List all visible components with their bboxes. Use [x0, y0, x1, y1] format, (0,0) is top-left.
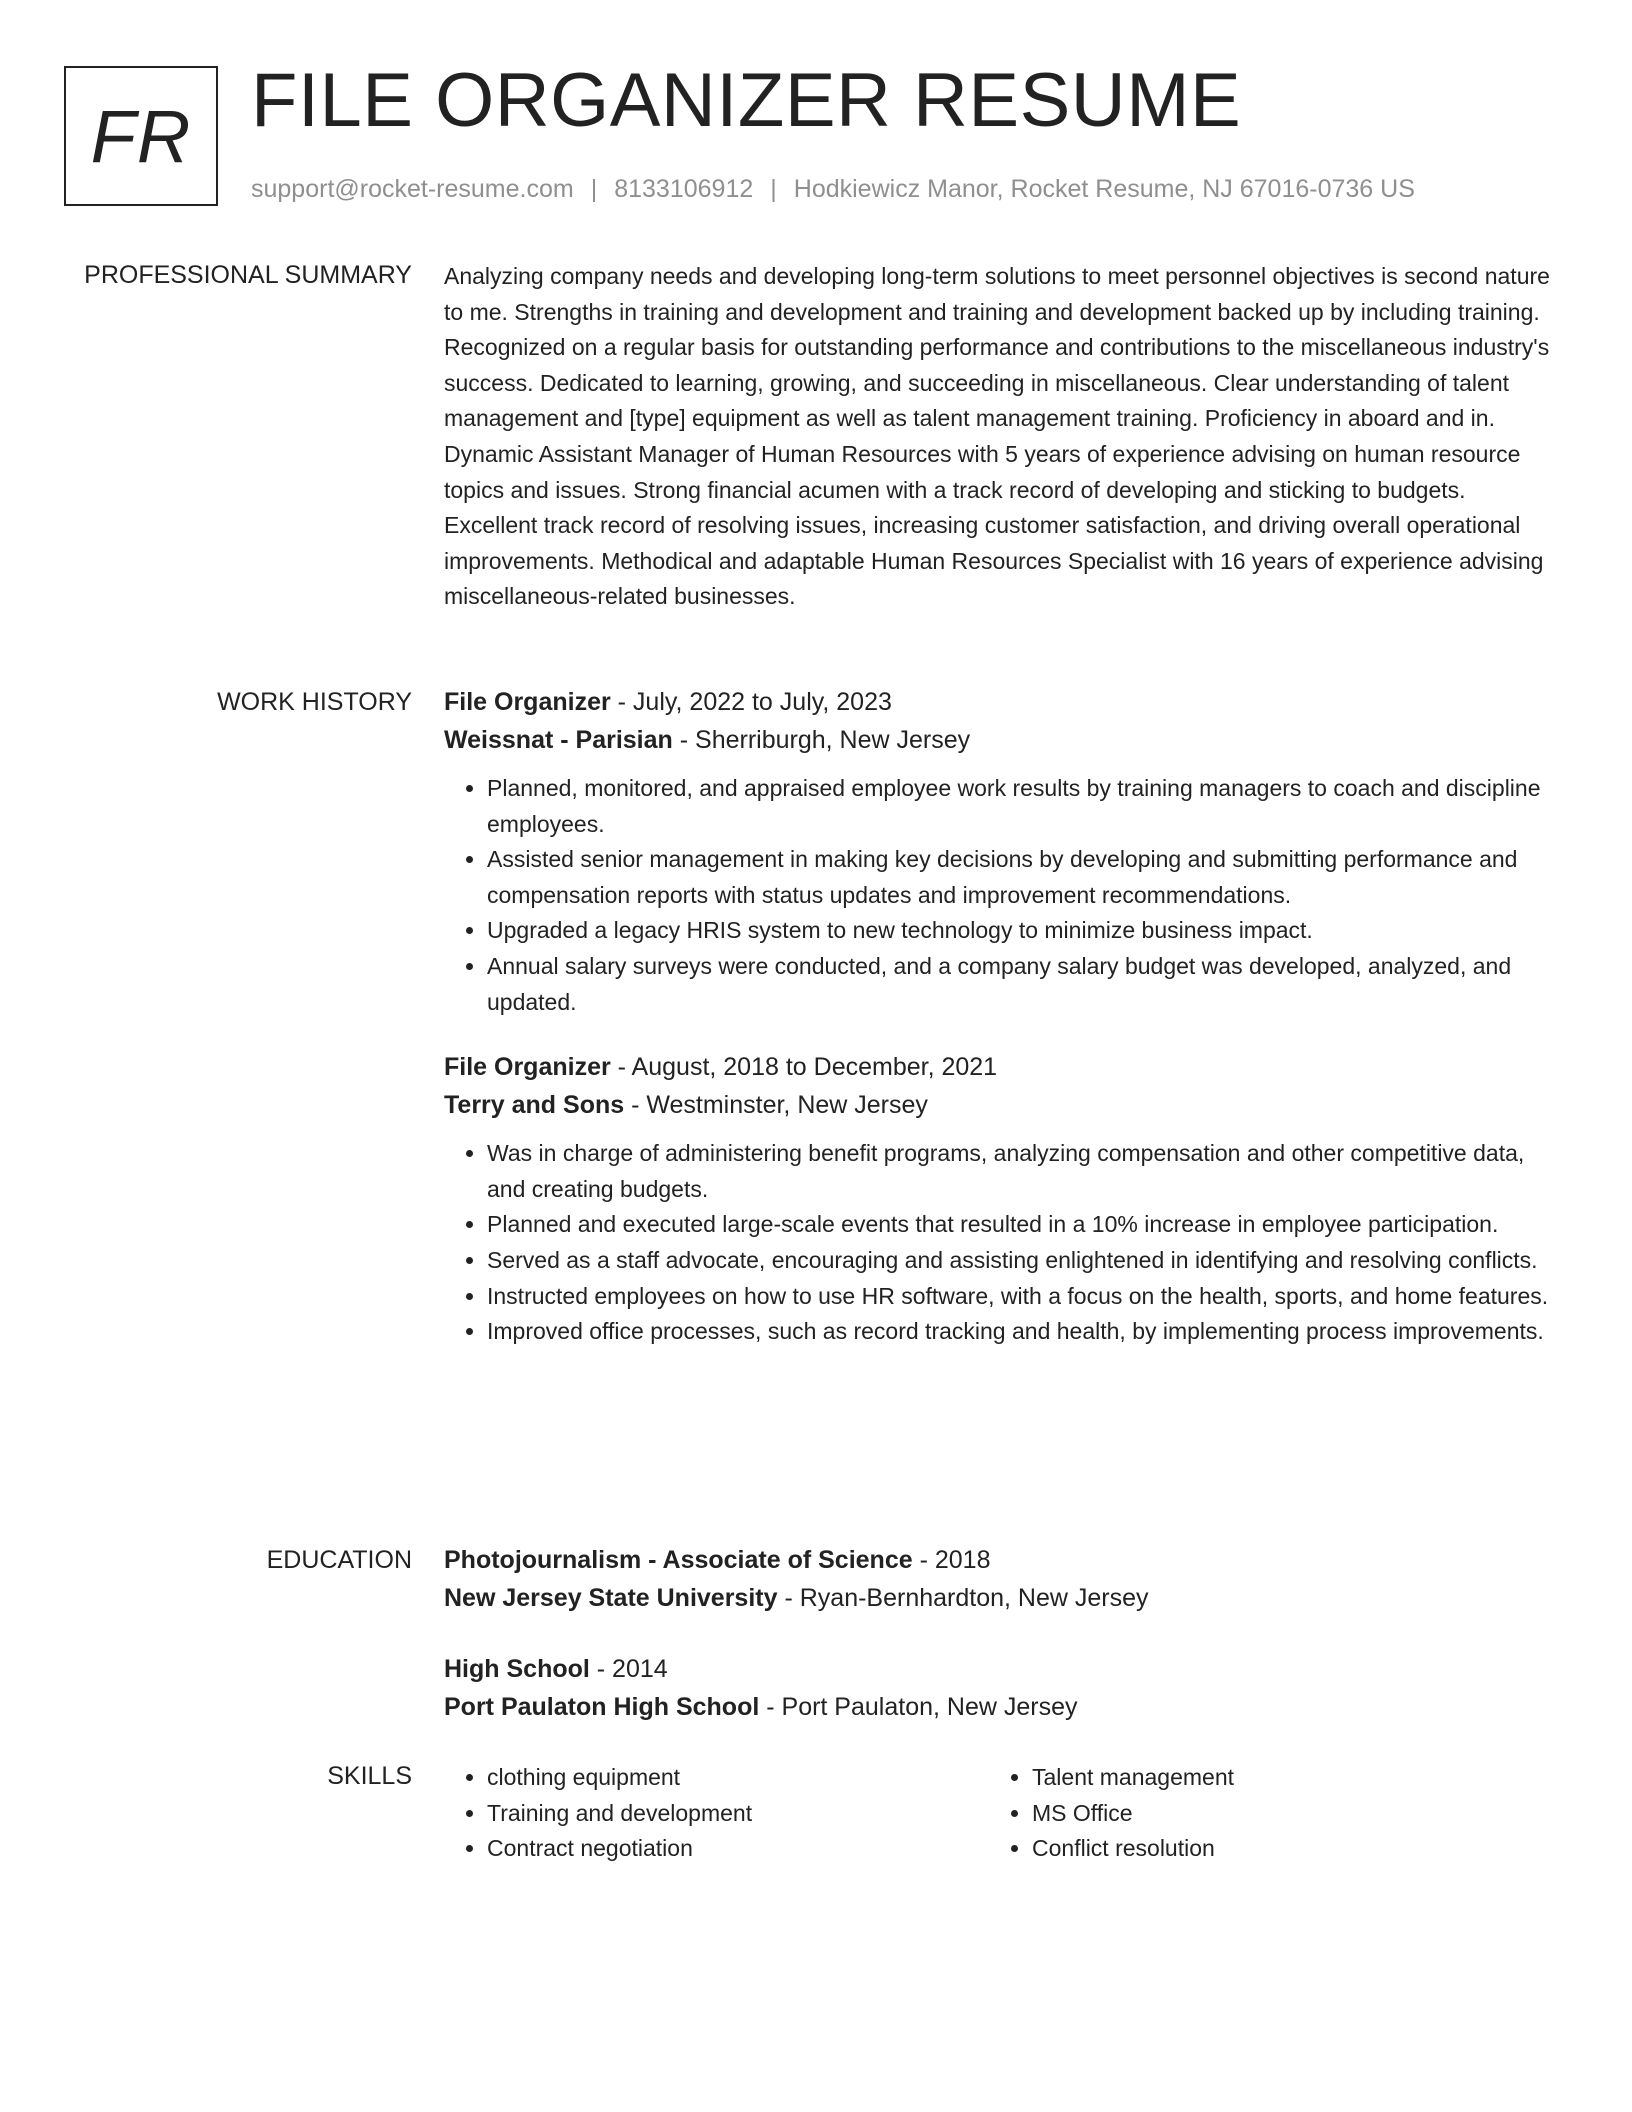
job-bullets — [444, 1136, 1560, 1350]
job-company-line — [444, 721, 1560, 759]
contact-email[interactable]: support@rocket-resume.com — [251, 175, 574, 203]
skill-item: • Talent management — [1032, 1760, 1534, 1796]
job-role: File Organizer — [444, 688, 611, 716]
job-company: Weissnat - Parisian — [444, 726, 673, 754]
bullet-item: • Planned, monitored, and appraised employee work results by training managers to coach and discipline employees. — [487, 771, 1560, 842]
job-title-line — [444, 1048, 1560, 1086]
contact-separator: | — [770, 175, 777, 203]
skills-list-left — [444, 1760, 989, 1867]
job-dates: - August, 2018 to December, 2021 — [610, 1053, 998, 1082]
job-company-line — [444, 1086, 1560, 1124]
job-dates: - July, 2022 to July, 2023 — [610, 688, 892, 716]
job-location: - Westminster, New Jersey — [624, 1091, 928, 1120]
job-entry — [444, 1048, 1560, 1350]
contact-address: Hodkiewicz Manor, Rocket Resume, NJ 67016-0736 US — [793, 175, 1415, 203]
skill-item: • clothing equipment — [487, 1760, 989, 1796]
section-title-summary: PROFESSIONAL SUMMARY — [84, 261, 412, 289]
job-company: Terry and Sons — [444, 1091, 625, 1120]
summary-text: Analyzing company needs and developing long-term solutions to meet personnel objectives is second nature to me. Strengths in training and development and training and development backed up by including training. Recognized on a regular basis for outstanding performance and contributions to the miscellaneous industry's success. Dedicated to learning, growing, and succeeding in miscellaneous. Clear understanding of talent management and [type] equipment as well as talent management training. Proficiency in aboard and in. Dynamic Assistant Manager of Human Resources with 5 years of experience advising on human resource topics and issues. Strong financial acumen with a track record of developing and sticking to budgets. Excellent track record of resolving issues, increasing customer satisfaction, and driving overall operational improvements. Methodical and adaptable Human Resources Specialist with 16 years of experience advising miscellaneous-related businesses. — [444, 263, 1550, 610]
bullet-item: • Improved office processes, such as record tracking and health, by implementing process improvements. — [487, 1314, 1560, 1350]
degree-line — [444, 1541, 1560, 1579]
degree: High School — [444, 1655, 590, 1683]
skill-item: • Contract negotiation — [487, 1831, 989, 1867]
bullet-item: • Assisted senior management in making key decisions by developing and submitting performance and compensation reports with status updates and improvement recommendations. — [487, 842, 1560, 913]
section-title-work: WORK HISTORY — [217, 688, 412, 716]
bullet-item: • Upgraded a legacy HRIS system to new technology to minimize business impact. — [487, 913, 1560, 949]
contact-separator: | — [590, 175, 598, 203]
job-title-line — [444, 683, 1560, 721]
contact-phone[interactable]: 8133106912 — [614, 175, 754, 203]
school-location: - Port Paulaton, New Jersey — [759, 1693, 1078, 1721]
degree-line — [444, 1650, 1560, 1688]
skill-item: • MS Office — [1032, 1796, 1534, 1832]
job-location: - Sherriburgh, New Jersey — [672, 726, 971, 754]
bullet-item: • Was in charge of administering benefit programs, analyzing compensation and other competitive data, and creating budgets. — [487, 1136, 1560, 1207]
monogram: FR — [64, 66, 218, 206]
resume-title: FILE ORGANIZER RESUME — [251, 58, 1242, 143]
section-title-education: EDUCATION — [266, 1546, 412, 1574]
bullet-item: • Planned and executed large-scale events that resulted in a 10% increase in employee participation. — [487, 1207, 1560, 1243]
school: Port Paulaton High School — [444, 1693, 760, 1721]
job-entry — [444, 683, 1560, 1020]
job-bullets — [444, 771, 1560, 1020]
school: New Jersey State University — [444, 1584, 778, 1612]
school-location: - Ryan-Bernhardton, New Jersey — [777, 1584, 1149, 1612]
bullet-item: • Served as a staff advocate, encouraging and assisting enlightened in identifying and resolving conflicts. — [487, 1243, 1560, 1279]
bullet-item: • Annual salary surveys were conducted, and a company salary budget was developed, analyzed, and updated. — [487, 949, 1560, 1020]
bullet-item: • Instructed employees on how to use HR software, with a focus on the health, sports, and home features. — [487, 1279, 1560, 1315]
degree-year: - 2018 — [912, 1546, 991, 1574]
school-line — [444, 1579, 1560, 1617]
skills-list-right — [989, 1760, 1534, 1867]
education-entry — [444, 1541, 1560, 1617]
job-role: File Organizer — [444, 1053, 611, 1082]
skill-item: • Training and development — [487, 1796, 989, 1832]
school-line — [444, 1688, 1560, 1726]
degree-year: - 2014 — [589, 1655, 668, 1683]
education-entry — [444, 1650, 1560, 1726]
skill-item: • Conflict resolution — [1032, 1831, 1534, 1867]
contact-line — [251, 174, 1415, 204]
degree: Photojournalism - Associate of Science — [444, 1546, 913, 1574]
section-title-skills: SKILLS — [327, 1762, 412, 1790]
